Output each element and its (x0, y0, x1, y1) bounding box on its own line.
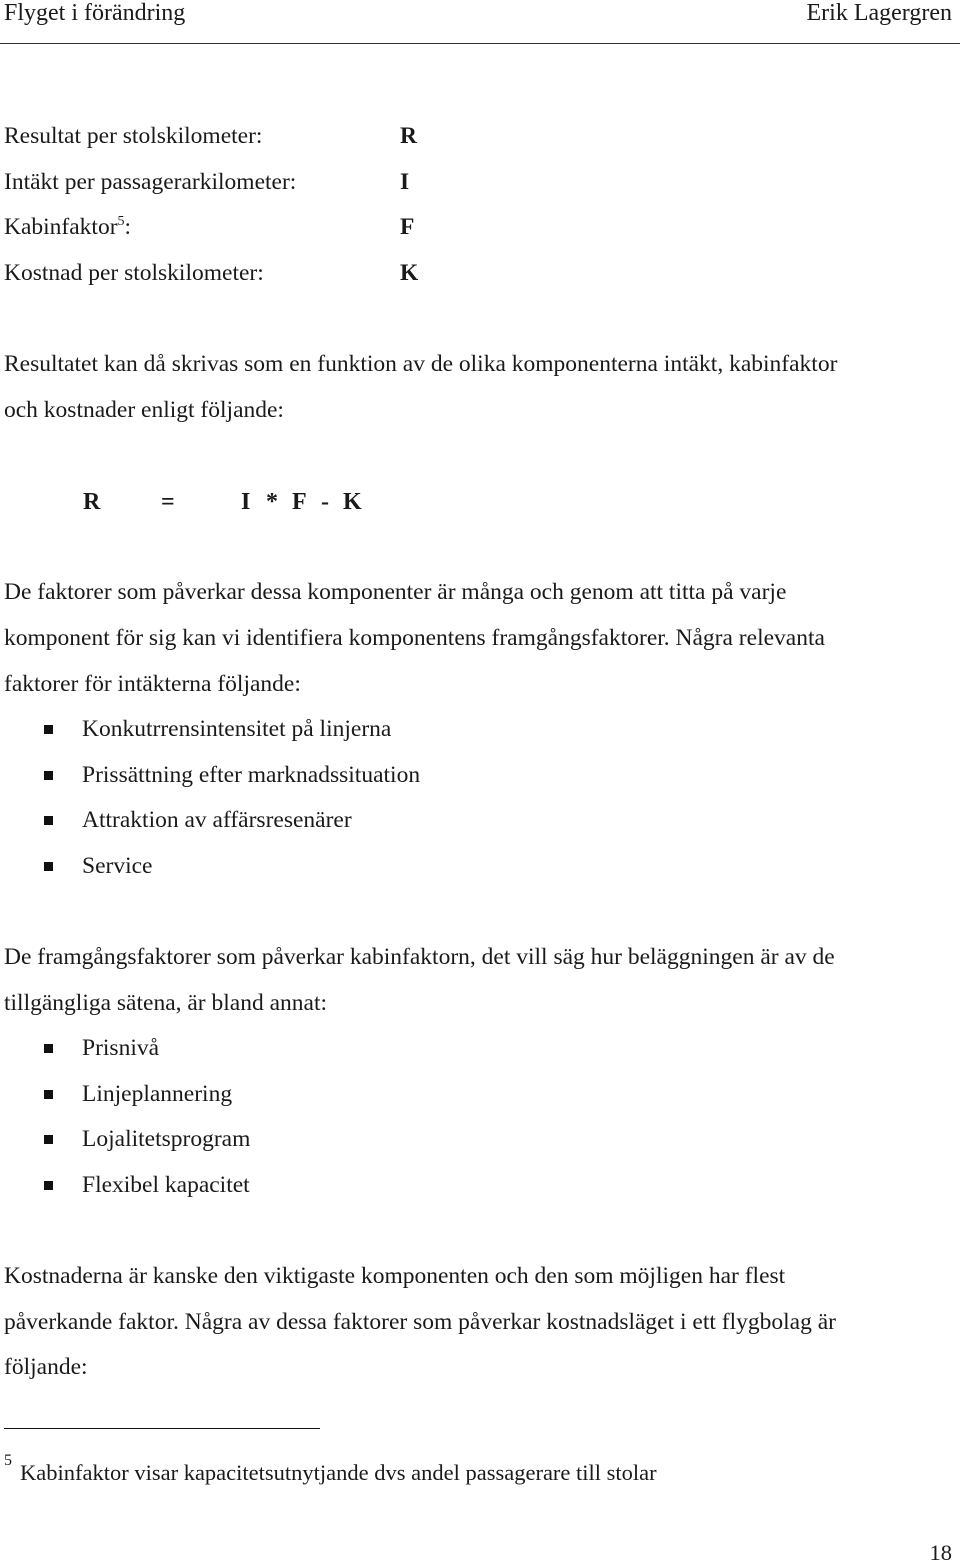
definition-symbol: R (400, 123, 417, 149)
paragraph-line: faktorer för intäkterna följande: (4, 671, 301, 697)
list-item: Linjeplannering (82, 1081, 233, 1107)
formula-term: F (292, 489, 307, 515)
list-item: Attraktion av affärsresenärer (82, 807, 352, 833)
list-item: Konkutrrensintensitet på linjerna (82, 716, 392, 742)
list-item: Service (82, 853, 153, 879)
formula-operator: - (321, 489, 329, 515)
formula-term: I (241, 489, 251, 515)
document-title: Flyget i förändring (4, 0, 186, 26)
paragraph-line: De framgångsfaktorer som påverkar kabinfaktorn, det vill säg hur beläggningen är av de (4, 944, 835, 970)
bullet-icon (44, 1181, 53, 1190)
bullet-icon (44, 816, 53, 825)
page-number: 18 (929, 1540, 952, 1565)
definition-label-text: Kabinfaktor (4, 214, 118, 240)
definition-label: Intäkt per passagerarkilometer: (4, 169, 297, 195)
list-item: Prissättning efter marknadssituation (82, 762, 421, 788)
definition-symbol: I (400, 169, 410, 195)
header-divider (0, 43, 960, 44)
paragraph-line: De faktorer som påverkar dessa komponenter är många och genom att titta på varje (4, 579, 787, 605)
definition-label: Kostnad per stolskilometer: (4, 260, 264, 286)
formula-operator: * (266, 489, 278, 515)
footnote-divider (4, 1428, 320, 1429)
bullet-icon (44, 771, 53, 780)
paragraph-line: komponent för sig kan vi identifiera komponentens framgångsfaktorer. Några relevanta (4, 625, 825, 651)
footnote-text: Kabinfaktor visar kapacitetsutnytjande dvs andel passagerare till stolar (20, 1460, 657, 1485)
definition-label (4, 213, 131, 241)
formula-term: K (343, 489, 362, 515)
footnote-reference: 5 (117, 214, 125, 229)
bullet-icon (44, 725, 53, 734)
bullet-icon (44, 1090, 53, 1099)
page-header (4, 0, 952, 28)
author-name: Erik Lagergren (806, 0, 952, 26)
paragraph-line: tillgängliga sätena, är bland annat: (4, 990, 328, 1016)
definition-label: Resultat per stolskilometer: (4, 123, 263, 149)
bullet-icon (44, 1044, 53, 1053)
formula-equals: = (161, 489, 175, 515)
bullet-icon (44, 862, 53, 871)
definition-symbol: K (400, 260, 419, 286)
paragraph-line: Resultatet kan då skrivas som en funktion av de olika komponenterna intäkt, kabinfaktor (4, 351, 838, 377)
list-item: Lojalitetsprogram (82, 1126, 251, 1152)
list-item: Prisnivå (82, 1035, 160, 1061)
list-item: Flexibel kapacitet (82, 1172, 250, 1198)
formula-lhs: R (83, 489, 101, 515)
paragraph-line: Kostnaderna är kanske den viktigaste komponenten och den som möjligen har flest (4, 1263, 786, 1289)
bullet-icon (44, 1135, 53, 1144)
footnote-number: 5 (4, 1452, 12, 1469)
definition-symbol: F (400, 214, 415, 240)
paragraph-line: påverkande faktor. Några av dessa faktorer som påverkar kostnadsläget i ett flygbolag är (4, 1309, 836, 1335)
paragraph-line: följande: (4, 1354, 88, 1380)
paragraph-line: och kostnader enligt följande: (4, 397, 284, 423)
definition-label-suffix: : (124, 214, 132, 240)
